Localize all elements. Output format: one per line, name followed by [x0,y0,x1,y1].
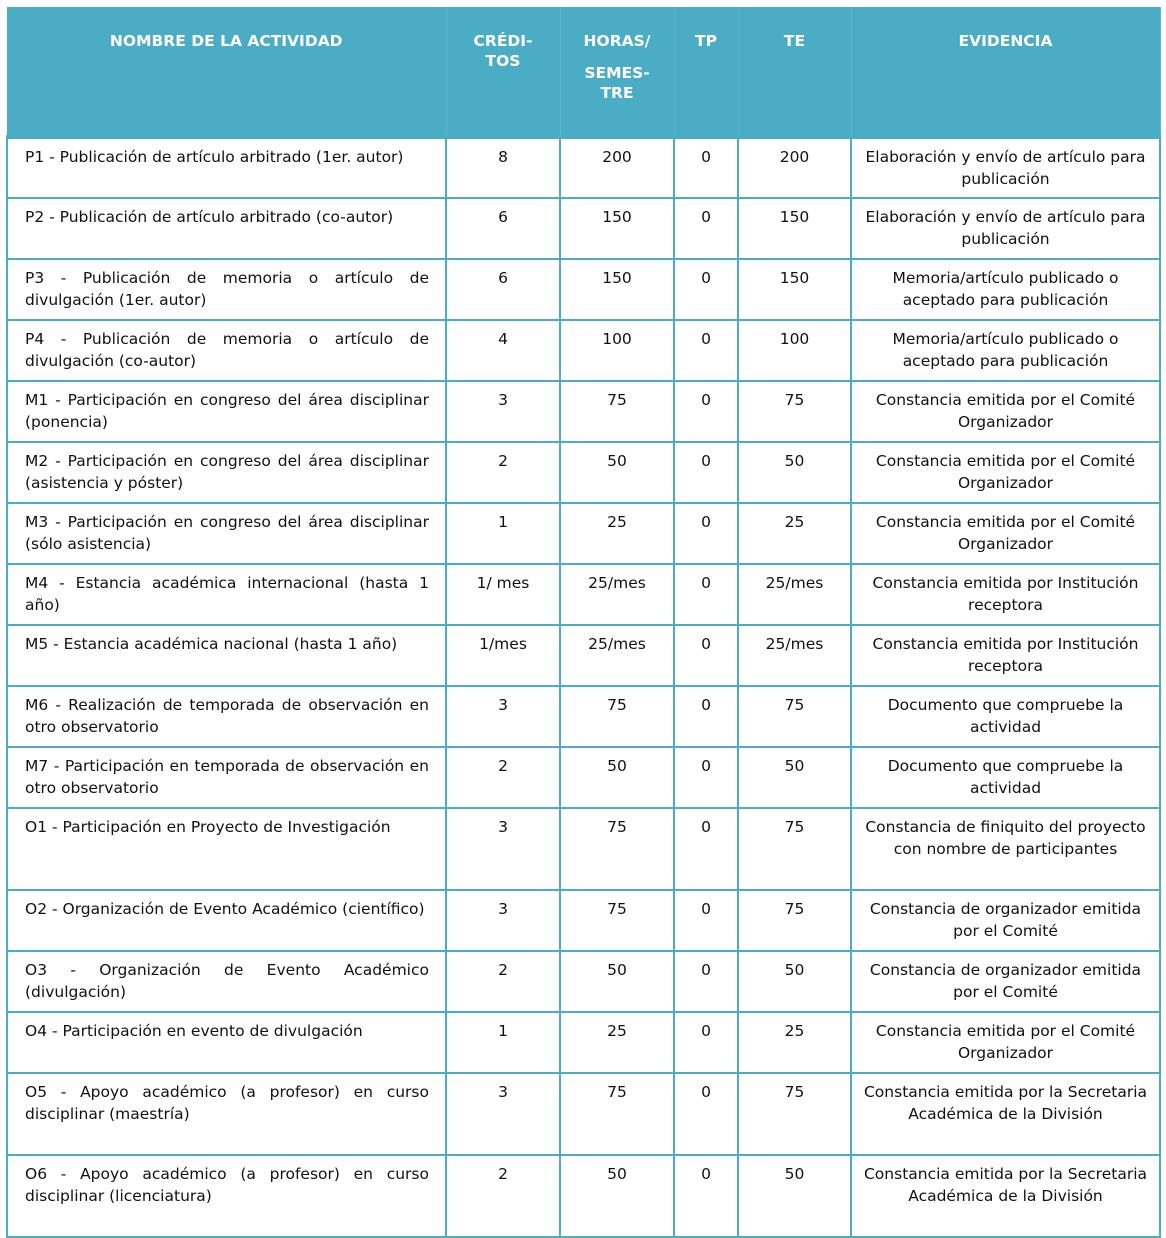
activity-name-cell: O6 - Apoyo académico (a profesor) en curso disciplinar (licenciatura) [7,1155,446,1237]
tp-cell: 0 [674,198,738,259]
evidencia-cell: Constancia emitida por el Comité Organizador [851,442,1160,503]
evidencia-cell: Elaboración y envío de artículo para publicación [851,198,1160,259]
te-cell: 150 [738,259,851,320]
creditos-cell: 2 [446,951,560,1012]
te-cell: 150 [738,198,851,259]
evidencia-cell: Constancia emitida por la Secretaria Académica de la División [851,1073,1160,1155]
activity-name-cell: O4 - Participación en evento de divulgación [7,1012,446,1073]
header-evidencia: EVIDENCIA [851,7,1160,137]
te-cell: 100 [738,320,851,381]
tp-cell: 0 [674,747,738,808]
horas-cell: 25 [560,1012,674,1073]
table-row [7,1073,1160,1155]
tp-cell: 0 [674,1073,738,1155]
tp-cell: 0 [674,1012,738,1073]
table-row [7,503,1160,564]
horas-cell: 25/mes [560,564,674,625]
table-row [7,198,1160,259]
table-row [7,1012,1160,1073]
table-row [7,564,1160,625]
te-cell: 25/mes [738,625,851,686]
evidencia-cell: Memoria/artículo publicado o aceptado para publicación [851,320,1160,381]
evidencia-cell: Constancia emitida por el Comité Organizador [851,1012,1160,1073]
te-cell: 25/mes [738,564,851,625]
activities-table [6,7,1161,1238]
horas-cell: 75 [560,890,674,951]
creditos-cell: 2 [446,442,560,503]
tp-cell: 0 [674,951,738,1012]
table-row [7,137,1160,198]
tp-cell: 0 [674,890,738,951]
tp-cell: 0 [674,808,738,890]
horas-cell: 75 [560,381,674,442]
tp-cell: 0 [674,1155,738,1237]
activity-name-cell: M5 - Estancia académica nacional (hasta 1 año) [7,625,446,686]
activity-name-cell: O5 - Apoyo académico (a profesor) en curso disciplinar (maestría) [7,1073,446,1155]
table-row [7,442,1160,503]
activity-name-cell: O2 - Organización de Evento Académico (científico) [7,890,446,951]
activity-name-cell: P2 - Publicación de artículo arbitrado (co-autor) [7,198,446,259]
table-row [7,1155,1160,1237]
activity-name-cell: M1 - Participación en congreso del área disciplinar (ponencia) [7,381,446,442]
te-cell: 75 [738,381,851,442]
creditos-cell: 6 [446,198,560,259]
tp-cell: 0 [674,503,738,564]
evidencia-cell: Constancia emitida por el Comité Organizador [851,381,1160,442]
table-row [7,625,1160,686]
table-row [7,381,1160,442]
creditos-cell: 2 [446,1155,560,1237]
activity-name-cell: O3 - Organización de Evento Académico (divulgación) [7,951,446,1012]
horas-cell: 200 [560,137,674,198]
evidencia-cell: Constancia de organizador emitida por el Comité [851,951,1160,1012]
activity-name-cell: M7 - Participación en temporada de observación en otro observatorio [7,747,446,808]
te-cell: 50 [738,1155,851,1237]
horas-cell: 50 [560,951,674,1012]
creditos-cell: 1/ mes [446,564,560,625]
creditos-cell: 6 [446,259,560,320]
evidencia-cell: Constancia emitida por Institución receptora [851,564,1160,625]
table-body [7,137,1160,1237]
table-header [7,7,1160,137]
horas-cell: 150 [560,198,674,259]
activity-name-cell: M4 - Estancia académica internacional (hasta 1 año) [7,564,446,625]
evidencia-cell: Elaboración y envío de artículo para publicación [851,137,1160,198]
table-row [7,320,1160,381]
activity-name-cell: O1 - Participación en Proyecto de Investigación [7,808,446,890]
activity-name-cell: M3 - Participación en congreso del área disciplinar (sólo asistencia) [7,503,446,564]
te-cell: 50 [738,951,851,1012]
header-te: TE [738,7,851,137]
horas-cell: 75 [560,808,674,890]
evidencia-cell: Documento que compruebe la actividad [851,747,1160,808]
horas-cell: 75 [560,1073,674,1155]
creditos-cell: 2 [446,747,560,808]
tp-cell: 0 [674,381,738,442]
header-row [7,7,1160,137]
horas-cell: 100 [560,320,674,381]
activity-name-cell: M6 - Realización de temporada de observación en otro observatorio [7,686,446,747]
tp-cell: 0 [674,625,738,686]
te-cell: 25 [738,503,851,564]
creditos-cell: 1 [446,503,560,564]
evidencia-cell: Documento que compruebe la actividad [851,686,1160,747]
header-horas-semestre: HORAS/ SEMES- TRE [560,7,674,137]
creditos-cell: 3 [446,381,560,442]
creditos-cell: 1 [446,1012,560,1073]
evidencia-cell: Constancia emitida por la Secretaria Académica de la División [851,1155,1160,1237]
te-cell: 50 [738,442,851,503]
tp-cell: 0 [674,564,738,625]
evidencia-cell: Constancia emitida por el Comité Organizador [851,503,1160,564]
table-row [7,890,1160,951]
table-row [7,951,1160,1012]
header-activity-name: NOMBRE DE LA ACTIVIDAD [7,7,446,137]
evidencia-cell: Constancia de finiquito del proyecto con nombre de participantes [851,808,1160,890]
te-cell: 75 [738,808,851,890]
creditos-cell: 8 [446,137,560,198]
te-cell: 75 [738,890,851,951]
creditos-cell: 3 [446,1073,560,1155]
tp-cell: 0 [674,137,738,198]
evidencia-cell: Memoria/artículo publicado o aceptado para publicación [851,259,1160,320]
tp-cell: 0 [674,686,738,747]
table-row [7,747,1160,808]
header-creditos: CRÉDI- TOS [446,7,560,137]
te-cell: 25 [738,1012,851,1073]
horas-cell: 75 [560,686,674,747]
creditos-cell: 4 [446,320,560,381]
horas-cell: 50 [560,1155,674,1237]
activity-name-cell: P4 - Publicación de memoria o artículo de divulgación (co-autor) [7,320,446,381]
horas-cell: 50 [560,747,674,808]
activity-name-cell: P3 - Publicación de memoria o artículo de divulgación (1er. autor) [7,259,446,320]
horas-cell: 25 [560,503,674,564]
activity-name-cell: P1 - Publicación de artículo arbitrado (1er. autor) [7,137,446,198]
horas-cell: 50 [560,442,674,503]
creditos-cell: 3 [446,890,560,951]
te-cell: 75 [738,1073,851,1155]
table-row [7,259,1160,320]
evidencia-cell: Constancia emitida por Institución receptora [851,625,1160,686]
evidencia-cell: Constancia de organizador emitida por el Comité [851,890,1160,951]
horas-cell: 25/mes [560,625,674,686]
creditos-cell: 3 [446,808,560,890]
horas-cell: 150 [560,259,674,320]
tp-cell: 0 [674,259,738,320]
table-row [7,686,1160,747]
tp-cell: 0 [674,320,738,381]
creditos-cell: 1/mes [446,625,560,686]
creditos-cell: 3 [446,686,560,747]
table-row [7,808,1160,890]
te-cell: 50 [738,747,851,808]
tp-cell: 0 [674,442,738,503]
activity-name-cell: M2 - Participación en congreso del área disciplinar (asistencia y póster) [7,442,446,503]
header-tp: TP [674,7,738,137]
te-cell: 200 [738,137,851,198]
te-cell: 75 [738,686,851,747]
